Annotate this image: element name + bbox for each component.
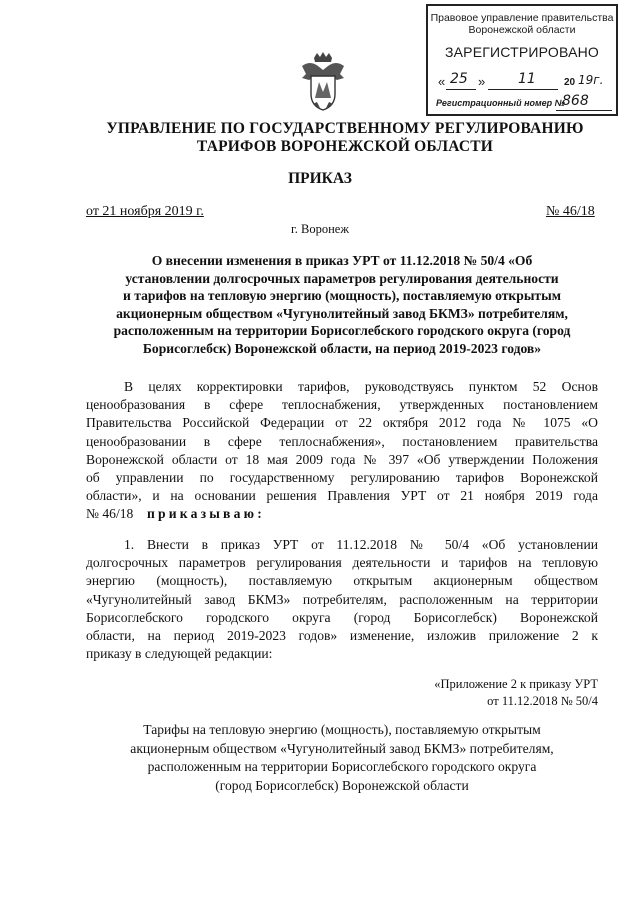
document-title [86,252,598,357]
annex-reference [300,676,598,710]
annex-line2: от 11.12.2018 № 50/4 [487,694,598,708]
item1-line: долгосрочных параметров регулирования деятельности и тарифов на тепловую [86,555,598,571]
preamble-line: ценообразования в сфере теплоснабжения, утвержденных постановлением [86,397,598,413]
document-city: г. Воронеж [291,222,349,236]
preamble-line: об управлении по государственному регулированию тарифов Воронежской [86,470,598,486]
title-line: акционерным обществом «Чугунолитейный завод БКМЗ» потребителям, [116,305,568,321]
stamp-org-line2: Воронежской области [468,24,576,36]
stamp-registered: ЗАРЕГИСТРИРОВАНО [444,44,600,60]
stamp-year-prefix: 20 [564,77,576,88]
title-line: О внесении изменения в приказ УРТ от 11.12.2018 № 50/4 «Об [151,253,533,268]
stamp-month: 11 [518,71,536,87]
item1-paragraph [86,536,598,663]
stamp-reg-number: 868 [562,93,589,109]
annex-line1: «Приложение 2 к приказу УРТ [434,677,598,691]
item1-line: 1. Внести в приказ УРТ от 11.12.2018 № 50/4 «Об установлении [124,537,598,552]
issuer-line2: ТАРИФОВ ВОРОНЕЖСКОЙ ОБЛАСТИ [196,138,494,155]
tariff-title [86,721,598,795]
preamble-line: Воронежской области от 18 мая 2009 года № 397 «Об утверждении Положения [86,451,598,467]
stamp-reg-label: Регистрационный номер № [436,98,565,108]
document-type: ПРИКАЗ [288,170,352,187]
stamp-organization [428,12,616,36]
item1-line: области, на период 2019-2023 годов» изменение, изложив приложение 2 к [86,628,598,644]
item1-line: энергию (мощность), поставляемую открытым акционерным обществом [86,573,598,589]
stamp-date [438,71,610,94]
stamp-org-line1: Правовое управление правительства [430,12,614,24]
item1-line: Борисоглебского городского округа (город Борисоглебск) Воронежской [86,609,598,625]
stamp-year-suffix: 19г. [578,73,604,87]
title-line: установлении долгосрочных параметров регулирования деятельности [125,270,559,286]
issuer-line1: УПРАВЛЕНИЕ ПО ГОСУДАРСТВЕННОМУ РЕГУЛИРОВАНИЮ [106,120,584,137]
preamble-line: области», и на основании решения Правления УРТ от 21 ноября 2019 года [86,488,598,504]
document-number: № 46/18 [546,204,595,219]
preamble-paragraph [86,378,598,524]
stamp-quote-open: « [438,74,446,89]
tariff-title-line: расположенным на территории Борисоглебского городского округа [147,759,537,775]
title-line: расположенным на территории Борисоглебского городского округа (город [113,323,571,338]
preamble-line: В целях корректировки тарифов, руководствуясь пунктом 52 Основ [124,379,598,394]
item1-line: «Чугунолитейный завод БКМЗ» потребителям, расположенным на территории [86,591,598,607]
item1-line: приказу в следующей редакции: [86,646,273,662]
document-date: от 21 ноября 2019 г. [86,204,204,219]
preamble-line: ценообразовании в сфере теплоснабжения», постановлением правительства [86,433,598,449]
tariff-title-line: Тарифы на тепловую энергию (мощность), поставляемую открытым [143,722,541,737]
registration-stamp [426,4,618,116]
title-line: Борисоглебск) Воронежской области, на период 2019-2023 годов» [142,340,542,356]
preamble-line: Правительства Российской Федерации от 22 октября 2012 года № 1075 «О [86,415,598,431]
stamp-quote-close: » [478,74,486,89]
tariff-title-line: (город Борисоглебск) Воронежской области [215,777,469,793]
preamble-last-number: № 46/18 [86,506,134,522]
title-line: и тарифов на тепловую энергию (мощность), поставляемую открытым [123,288,561,303]
tariff-title-line: акционерным обществом «Чугунолитейный завод БКМЗ» потребителям, [130,740,554,756]
preamble-line-last [86,505,598,523]
stamp-day: 25 [450,71,468,87]
order-word: приказываю: [146,506,265,522]
stamp-reg-number-row [436,93,614,109]
coat-of-arms-icon [300,52,346,112]
